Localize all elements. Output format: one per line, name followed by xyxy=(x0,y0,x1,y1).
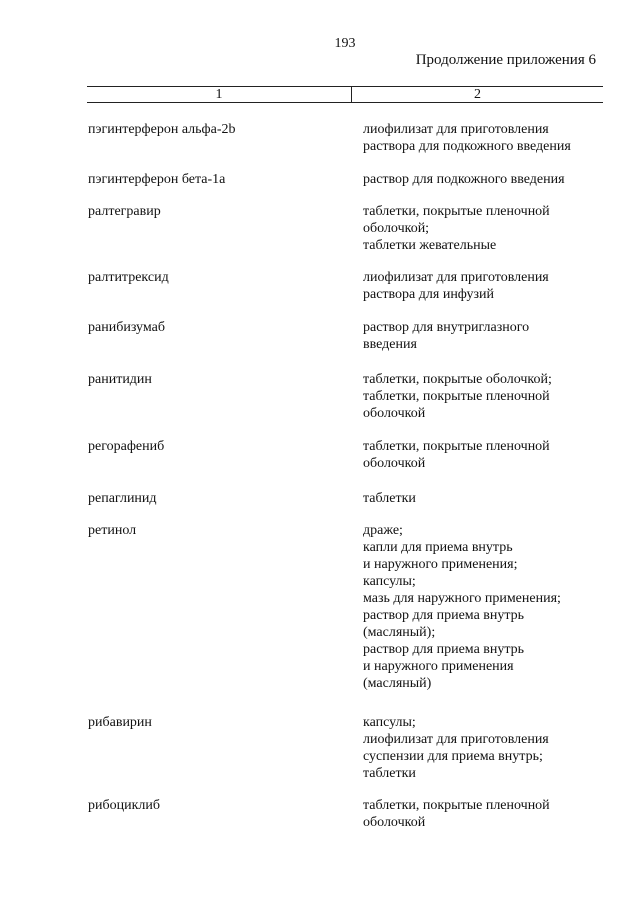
dosage-form-line: раствор для приема внутрь xyxy=(363,642,525,657)
dosage-form xyxy=(363,203,603,254)
drug-name: ранибизумаб xyxy=(88,320,165,335)
dosage-form-line: оболочкой xyxy=(363,815,426,830)
dosage-form xyxy=(363,797,603,831)
dosage-form xyxy=(363,522,603,692)
dosage-form-line: (масляный) xyxy=(363,676,432,691)
drug-name: репаглинид xyxy=(88,491,157,506)
drug-name: рибоциклиб xyxy=(88,798,161,813)
dosage-form-line: таблетки, покрытые пленочной xyxy=(363,389,550,404)
dosage-form-line: и наружного применения; xyxy=(363,557,518,572)
drug-name: ралтегравир xyxy=(88,204,161,219)
dosage-form xyxy=(363,490,603,507)
dosage-form-line: оболочкой xyxy=(363,456,426,471)
dosage-form-line: мазь для наружного применения; xyxy=(363,591,561,606)
drug-name: ранитидин xyxy=(88,372,152,387)
dosage-form-line: лиофилизат для приготовления xyxy=(363,732,549,747)
dosage-form-line: таблетки xyxy=(363,491,416,506)
drug-name: пэгинтерферон бета-1а xyxy=(88,172,226,187)
drug-name: регорафениб xyxy=(88,439,165,454)
continuation-title: Продолжение приложения 6 xyxy=(415,52,596,68)
column-header-2: 2 xyxy=(474,87,481,102)
dosage-form xyxy=(363,438,603,472)
dosage-form-line: капсулы; xyxy=(363,715,416,730)
dosage-form-line: капсулы; xyxy=(363,574,416,589)
dosage-form-line: и наружного применения xyxy=(363,659,514,674)
dosage-form-line: таблетки, покрытые оболочкой; xyxy=(363,372,552,387)
dosage-form-line: раствор для внутриглазного xyxy=(363,320,530,335)
drug-name: пэгинтерферон альфа-2b xyxy=(88,122,236,137)
dosage-form xyxy=(363,171,603,188)
page-number: 193 xyxy=(334,36,356,51)
dosage-form-line: суспензии для приема внутрь; xyxy=(363,749,543,764)
dosage-form-line: оболочкой; xyxy=(363,221,430,236)
table-header xyxy=(87,86,603,103)
drug-name: рибавирин xyxy=(88,715,152,730)
column-header-1: 1 xyxy=(215,87,223,102)
dosage-form-line: капли для приема внутрь xyxy=(363,540,513,555)
dosage-form-line: раствора для подкожного введения xyxy=(363,139,571,154)
dosage-form-line: оболочкой xyxy=(363,406,426,421)
dosage-form xyxy=(363,121,603,155)
dosage-form-line: таблетки, покрытые пленочной xyxy=(363,798,550,813)
dosage-form-line: таблетки, покрытые пленочной xyxy=(363,204,550,219)
drug-name: ралтитрексид xyxy=(88,270,169,285)
dosage-form xyxy=(363,319,603,353)
dosage-form xyxy=(363,269,603,303)
dosage-form xyxy=(363,714,603,782)
dosage-form-line: раствор для подкожного введения xyxy=(363,172,565,187)
drug-name: ретинол xyxy=(88,523,137,538)
dosage-form-line: таблетки жевательные xyxy=(363,238,497,253)
dosage-form xyxy=(363,371,603,422)
dosage-form-line: таблетки xyxy=(363,766,416,781)
dosage-form-line: введения xyxy=(363,337,417,352)
dosage-form-line: лиофилизат для приготовления xyxy=(363,122,549,137)
dosage-form-line: (масляный); xyxy=(363,625,436,640)
dosage-form-line: раствора для инфузий xyxy=(363,287,495,302)
dosage-form-line: таблетки, покрытые пленочной xyxy=(363,439,550,454)
dosage-form-line: раствор для приема внутрь xyxy=(363,608,525,623)
dosage-form-line: драже; xyxy=(363,523,403,538)
dosage-form-line: лиофилизат для приготовления xyxy=(363,270,549,285)
